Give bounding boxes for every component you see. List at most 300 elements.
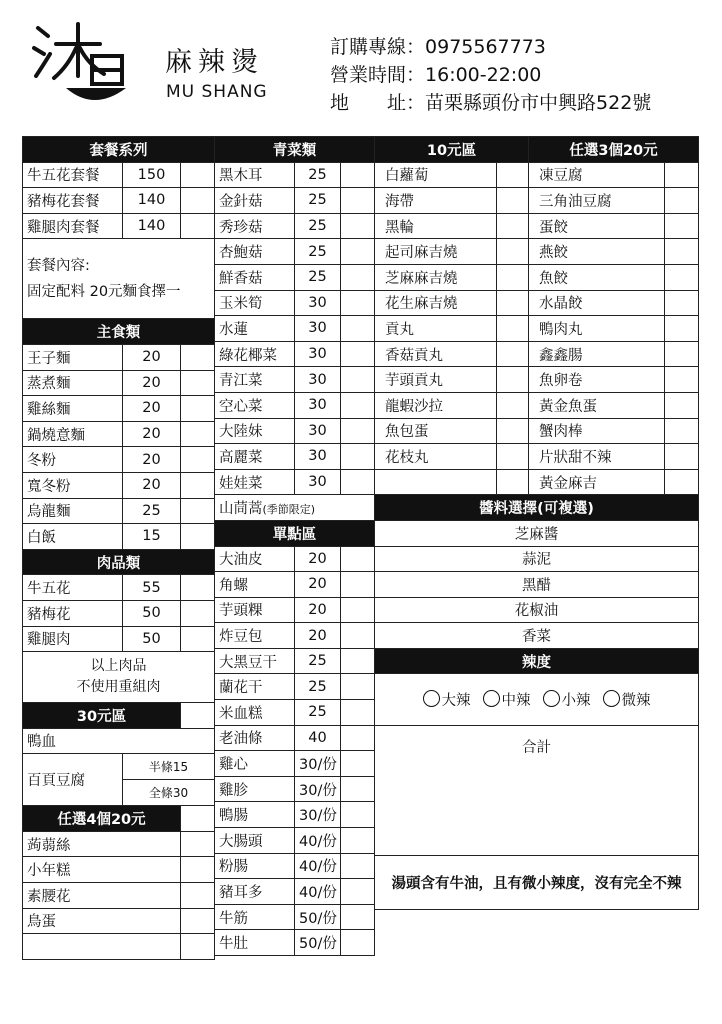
veggie-name: 水蓮 xyxy=(215,316,295,342)
veggie-qty-box xyxy=(341,367,375,393)
phone-line xyxy=(330,32,546,59)
single-qty-box xyxy=(341,546,375,572)
any3-qty-box xyxy=(665,367,699,393)
set-meal-note-line1: 套餐內容: xyxy=(27,257,90,274)
meat-qty-box xyxy=(181,626,215,652)
sauce-option: 花椒油 xyxy=(375,597,699,623)
single-name: 米血糕 xyxy=(215,700,295,726)
single-row[interactable] xyxy=(215,623,375,649)
ten-zone-name: 花生麻吉燒 xyxy=(375,290,497,316)
single-price: 40/份 xyxy=(295,853,341,879)
any3-qty-box xyxy=(665,316,699,342)
single-row[interactable] xyxy=(215,700,375,726)
veggie-price: 30 xyxy=(295,367,341,393)
right-row[interactable] xyxy=(375,213,699,239)
veggie-row[interactable] xyxy=(215,367,375,393)
staple-row[interactable] xyxy=(23,447,215,473)
staple-row[interactable] xyxy=(23,421,215,447)
any4-row[interactable] xyxy=(23,883,215,909)
staple-row[interactable] xyxy=(23,498,215,524)
staple-price: 20 xyxy=(123,344,181,370)
set-meal-row[interactable] xyxy=(23,213,215,239)
veggie-qty-box xyxy=(341,418,375,444)
radio-circle-icon[interactable] xyxy=(543,690,560,707)
address-label: 地 址： xyxy=(330,92,426,114)
veggie-qty-box xyxy=(341,188,375,214)
right-row[interactable] xyxy=(375,418,699,444)
column-1 xyxy=(22,136,214,960)
right-row[interactable] xyxy=(375,392,699,418)
zone30-item-2: 百頁豆腐 xyxy=(23,754,123,806)
staple-qty-box xyxy=(181,447,215,473)
single-name: 炸豆包 xyxy=(215,623,295,649)
ten-zone-qty-box xyxy=(497,290,529,316)
single-name: 豬耳多 xyxy=(215,879,295,905)
veggie-qty-box xyxy=(341,316,375,342)
any4-row[interactable] xyxy=(23,934,215,960)
single-qty-box xyxy=(341,572,375,598)
veggie-price: 30 xyxy=(295,444,341,470)
single-price: 40/份 xyxy=(295,828,341,854)
any3-name: 黃金魚蛋 xyxy=(529,392,665,418)
any4-qty-box xyxy=(181,883,215,909)
veggie-price: 30 xyxy=(295,469,341,495)
any4-name: 鳥蛋 xyxy=(23,908,181,934)
any3-qty-box xyxy=(665,162,699,188)
spice-option[interactable] xyxy=(423,693,471,709)
single-qty-box xyxy=(341,700,375,726)
veggie-price: 30 xyxy=(295,341,341,367)
veggie-price: 30 xyxy=(295,290,341,316)
veggie-name: 玉米筍 xyxy=(215,290,295,316)
zone30-whole-price: 全條30 xyxy=(123,780,215,806)
veggie-seasonal-name: 山茼蒿 xyxy=(219,501,263,518)
meat-note xyxy=(23,652,215,703)
staple-row[interactable] xyxy=(23,370,215,396)
single-qty-box xyxy=(341,751,375,777)
set-meal-name: 豬梅花套餐 xyxy=(23,188,123,214)
any3-qty-box xyxy=(665,239,699,265)
set-meals-table xyxy=(22,136,215,960)
set-meal-qty-box xyxy=(181,162,215,188)
single-qty-box xyxy=(341,930,375,956)
phone-number: 0975567773 xyxy=(425,36,546,58)
right-row[interactable] xyxy=(375,264,699,290)
any3-name: 凍豆腐 xyxy=(529,162,665,188)
veggie-row[interactable] xyxy=(215,316,375,342)
staple-price: 20 xyxy=(123,421,181,447)
ten-zone-name: 黑輪 xyxy=(375,213,497,239)
veggie-price: 30 xyxy=(295,392,341,418)
any4-header: 任選4個20元 xyxy=(23,806,181,832)
veggie-qty-box xyxy=(341,162,375,188)
any4-row[interactable] xyxy=(23,908,215,934)
veggie-row[interactable] xyxy=(215,162,375,188)
meat-name: 雞腿肉 xyxy=(23,626,123,652)
staple-row[interactable] xyxy=(23,344,215,370)
menu-sheet xyxy=(22,136,698,986)
veggie-name: 金針菇 xyxy=(215,188,295,214)
single-name: 雞胗 xyxy=(215,776,295,802)
staple-qty-box xyxy=(181,421,215,447)
single-price: 30/份 xyxy=(295,776,341,802)
ten-zone-qty-box xyxy=(497,341,529,367)
staple-row[interactable] xyxy=(23,472,215,498)
column-3 xyxy=(374,136,698,910)
hours-line xyxy=(330,60,541,87)
staple-price: 20 xyxy=(123,370,181,396)
any4-name: 蒟蒻絲 xyxy=(23,831,181,857)
single-row[interactable] xyxy=(215,674,375,700)
veggie-row[interactable] xyxy=(215,239,375,265)
right-row[interactable] xyxy=(375,239,699,265)
veggies-header: 青菜類 xyxy=(215,137,375,163)
veggie-price: 25 xyxy=(295,264,341,290)
veggie-seasonal-note: (季節限定) xyxy=(262,503,316,517)
single-price: 40 xyxy=(295,725,341,751)
staple-name: 冬粉 xyxy=(23,447,123,473)
ten-zone-qty-box xyxy=(497,213,529,239)
right-row[interactable] xyxy=(375,444,699,470)
veggie-qty-box xyxy=(341,290,375,316)
right-row[interactable] xyxy=(375,367,699,393)
veggie-price: 30 xyxy=(295,418,341,444)
sauce-option: 黑醋 xyxy=(375,572,699,598)
spice-option-label: 中辣 xyxy=(501,693,531,710)
set-meal-price: 140 xyxy=(123,213,181,239)
meat-qty-box xyxy=(181,600,215,626)
set-meal-qty-box xyxy=(181,213,215,239)
single-price: 20 xyxy=(295,623,341,649)
veggie-row[interactable] xyxy=(215,290,375,316)
staple-name: 烏龍麵 xyxy=(23,498,123,524)
meat-price: 55 xyxy=(123,575,181,601)
ten-zone-name: 芋頭貢丸 xyxy=(375,367,497,393)
meat-name: 豬梅花 xyxy=(23,600,123,626)
any3-name: 燕餃 xyxy=(529,239,665,265)
set-meal-name: 雞腿肉套餐 xyxy=(23,213,123,239)
veggie-price: 25 xyxy=(295,162,341,188)
any3-qty-box xyxy=(665,469,699,495)
spice-option[interactable] xyxy=(603,693,651,709)
any3-qty-box xyxy=(665,188,699,214)
staple-name: 白飯 xyxy=(23,524,123,550)
single-name: 芋頭粿 xyxy=(215,597,295,623)
any3-qty-box xyxy=(665,341,699,367)
any3-name: 黃金麻吉 xyxy=(529,469,665,495)
staple-qty-box xyxy=(181,472,215,498)
single-price: 25 xyxy=(295,700,341,726)
right-row[interactable] xyxy=(375,469,699,495)
ten-zone-qty-box xyxy=(497,367,529,393)
single-name: 角螺 xyxy=(215,572,295,598)
single-row[interactable] xyxy=(215,802,375,828)
any4-qty-box xyxy=(181,831,215,857)
single-price: 20 xyxy=(295,572,341,598)
spice-header: 辣度 xyxy=(375,648,699,674)
single-row[interactable] xyxy=(215,904,375,930)
single-name: 雞心 xyxy=(215,751,295,777)
footer-note: 湯頭含有牛油，且有微小辣度，沒有完全不辣 xyxy=(375,856,699,910)
single-name: 粉腸 xyxy=(215,853,295,879)
set-meal-name: 牛五花套餐 xyxy=(23,162,123,188)
veggie-row[interactable] xyxy=(215,264,375,290)
total-label: 合計 xyxy=(522,740,551,757)
sauce-row[interactable] xyxy=(375,623,699,649)
veggie-row[interactable] xyxy=(215,188,375,214)
veggie-qty-box xyxy=(341,264,375,290)
single-row[interactable] xyxy=(215,648,375,674)
set-meal-price: 150 xyxy=(123,162,181,188)
meat-note-line1: 以上肉品 xyxy=(90,658,147,675)
any4-name: 小年糕 xyxy=(23,857,181,883)
sauce-option: 芝麻醬 xyxy=(375,520,699,546)
single-price: 25 xyxy=(295,648,341,674)
single-qty-box xyxy=(341,879,375,905)
staple-price: 25 xyxy=(123,498,181,524)
any3-name: 鑫鑫腸 xyxy=(529,341,665,367)
veggie-row[interactable] xyxy=(215,392,375,418)
single-price: 50/份 xyxy=(295,904,341,930)
ten-zone-name: 花枝丸 xyxy=(375,444,497,470)
veggie-price: 25 xyxy=(295,213,341,239)
staple-qty-box xyxy=(181,524,215,550)
veggie-name: 高麗菜 xyxy=(215,444,295,470)
right-row[interactable] xyxy=(375,341,699,367)
right-row[interactable] xyxy=(375,162,699,188)
any3-name: 蛋餃 xyxy=(529,213,665,239)
ten-zone-name: 起司麻吉燒 xyxy=(375,239,497,265)
any4-row[interactable] xyxy=(23,857,215,883)
veggie-qty-box xyxy=(341,392,375,418)
brand-name-cn: 麻辣燙 xyxy=(165,47,264,78)
veggie-qty-box xyxy=(341,239,375,265)
ten-zone-qty-box xyxy=(497,264,529,290)
meats-header: 肉品類 xyxy=(23,549,215,575)
veggie-row[interactable] xyxy=(215,213,375,239)
radio-circle-icon[interactable] xyxy=(603,690,620,707)
staple-price: 20 xyxy=(123,447,181,473)
single-row[interactable] xyxy=(215,572,375,598)
staple-price: 20 xyxy=(123,472,181,498)
spice-option[interactable] xyxy=(543,693,591,709)
any3-name: 鴨肉丸 xyxy=(529,316,665,342)
any4-name xyxy=(23,934,181,960)
single-row[interactable] xyxy=(215,828,375,854)
staple-qty-box xyxy=(181,498,215,524)
spice-options xyxy=(375,674,699,726)
single-name: 牛肚 xyxy=(215,930,295,956)
spice-option-label: 微辣 xyxy=(621,693,651,710)
staple-price: 20 xyxy=(123,396,181,422)
set-meal-row[interactable] xyxy=(23,162,215,188)
spice-option-label: 大辣 xyxy=(441,693,471,710)
column-2 xyxy=(214,136,374,956)
ten-zone-qty-box xyxy=(497,316,529,342)
veggie-seasonal-row xyxy=(215,495,375,521)
single-qty-box xyxy=(341,597,375,623)
any4-qty-box xyxy=(181,857,215,883)
single-name: 大油皮 xyxy=(215,546,295,572)
veggies-table xyxy=(214,136,375,956)
veggie-name: 青江菜 xyxy=(215,367,295,393)
any4-row[interactable] xyxy=(23,831,215,857)
ten-zone-qty-box xyxy=(497,444,529,470)
any3-name: 片狀甜不辣 xyxy=(529,444,665,470)
ten-zone-name xyxy=(375,469,497,495)
sauce-row[interactable] xyxy=(375,597,699,623)
single-name: 老油條 xyxy=(215,725,295,751)
single-row[interactable] xyxy=(215,776,375,802)
single-name: 大腸頭 xyxy=(215,828,295,854)
single-row[interactable] xyxy=(215,879,375,905)
veggie-qty-box xyxy=(341,341,375,367)
staple-name: 蒸煮麵 xyxy=(23,370,123,396)
single-qty-box xyxy=(341,648,375,674)
single-qty-box xyxy=(341,904,375,930)
single-qty-box xyxy=(341,725,375,751)
single-row[interactable] xyxy=(215,853,375,879)
meat-price: 50 xyxy=(123,600,181,626)
veggie-qty-box xyxy=(341,469,375,495)
right-table xyxy=(374,136,699,910)
meat-name: 牛五花 xyxy=(23,575,123,601)
phone-label: 訂購專線： xyxy=(330,36,426,58)
single-row[interactable] xyxy=(215,930,375,956)
address-line xyxy=(330,88,651,115)
veggie-name: 杏鮑菇 xyxy=(215,239,295,265)
hours-value: 16:00-22:00 xyxy=(425,64,542,86)
meat-price: 50 xyxy=(123,626,181,652)
veggie-price: 25 xyxy=(295,239,341,265)
single-price: 20 xyxy=(295,597,341,623)
ten-zone-qty-box xyxy=(497,162,529,188)
veggie-price: 25 xyxy=(295,188,341,214)
total-box[interactable] xyxy=(375,726,699,856)
veggie-row[interactable] xyxy=(215,444,375,470)
veggie-name: 大陸妹 xyxy=(215,418,295,444)
meat-row[interactable] xyxy=(23,575,215,601)
meat-row[interactable] xyxy=(23,600,215,626)
any3-name: 三角油豆腐 xyxy=(529,188,665,214)
spice-option-label: 小辣 xyxy=(561,693,591,710)
radio-circle-icon[interactable] xyxy=(483,690,500,707)
veggie-name: 秀珍菇 xyxy=(215,213,295,239)
any3-name: 魚餃 xyxy=(529,264,665,290)
single-price: 30/份 xyxy=(295,751,341,777)
set-meal-price: 140 xyxy=(123,188,181,214)
single-price: 40/份 xyxy=(295,879,341,905)
meat-qty-box xyxy=(181,575,215,601)
staple-name: 鍋燒意麵 xyxy=(23,421,123,447)
staple-qty-box xyxy=(181,396,215,422)
set-meal-qty-box xyxy=(181,188,215,214)
singles-header: 單點區 xyxy=(215,520,375,546)
any3-qty-box xyxy=(665,418,699,444)
single-price: 20 xyxy=(295,546,341,572)
any3-name: 魚卵卷 xyxy=(529,367,665,393)
any4-name: 素腰花 xyxy=(23,883,181,909)
meat-row[interactable] xyxy=(23,626,215,652)
meat-note-line2: 不使用重組肉 xyxy=(76,679,161,696)
radio-circle-icon[interactable] xyxy=(423,690,440,707)
single-qty-box xyxy=(341,802,375,828)
veggie-row[interactable] xyxy=(215,418,375,444)
sauce-option: 蒜泥 xyxy=(375,546,699,572)
any4-qty-box xyxy=(181,934,215,960)
set-meals-header: 套餐系列 xyxy=(23,137,215,163)
single-qty-box xyxy=(341,828,375,854)
single-name: 牛筋 xyxy=(215,904,295,930)
veggie-name: 黑木耳 xyxy=(215,162,295,188)
single-name: 蘭花干 xyxy=(215,674,295,700)
any4-qty-box xyxy=(181,908,215,934)
set-meal-note xyxy=(23,239,215,319)
staple-qty-box xyxy=(181,370,215,396)
sauce-row[interactable] xyxy=(375,546,699,572)
sauce-row[interactable] xyxy=(375,520,699,546)
hours-label: 營業時間： xyxy=(330,64,426,86)
zone30-header: 30元區 xyxy=(23,703,181,729)
ten-zone-qty-box xyxy=(497,188,529,214)
any3-qty-box xyxy=(665,264,699,290)
veggie-name: 娃娃菜 xyxy=(215,469,295,495)
ten-zone-header: 10元區 xyxy=(375,137,529,163)
veggie-qty-box xyxy=(341,213,375,239)
single-price: 50/份 xyxy=(295,930,341,956)
veggie-row[interactable] xyxy=(215,341,375,367)
single-price: 30/份 xyxy=(295,802,341,828)
single-row[interactable] xyxy=(215,546,375,572)
veggie-row[interactable] xyxy=(215,469,375,495)
right-row[interactable] xyxy=(375,290,699,316)
any3-qty-box xyxy=(665,213,699,239)
any3-name: 蟹肉棒 xyxy=(529,418,665,444)
ten-zone-name: 海帶 xyxy=(375,188,497,214)
staple-name: 寬冬粉 xyxy=(23,472,123,498)
ten-zone-name: 魚包蛋 xyxy=(375,418,497,444)
single-row[interactable] xyxy=(215,751,375,777)
staple-row[interactable] xyxy=(23,524,215,550)
sauce-row[interactable] xyxy=(375,572,699,598)
single-qty-box xyxy=(341,853,375,879)
any3-qty-box xyxy=(665,444,699,470)
ten-zone-qty-box xyxy=(497,239,529,265)
zone30-item-1: 鴨血 xyxy=(23,728,215,754)
ten-zone-name: 貢丸 xyxy=(375,316,497,342)
spice-option[interactable] xyxy=(483,693,531,709)
sauces-header: 醬料選擇(可複選) xyxy=(375,495,699,521)
set-meal-note-line2: 固定配料 20元麵食擇一 xyxy=(27,283,181,300)
staples-header: 主食類 xyxy=(23,319,215,345)
single-name: 大黑豆干 xyxy=(215,648,295,674)
any3-qty-box xyxy=(665,290,699,316)
ten-zone-qty-box xyxy=(497,392,529,418)
staple-name: 雞絲麵 xyxy=(23,396,123,422)
sauce-option: 香菜 xyxy=(375,623,699,649)
any3-name: 水晶餃 xyxy=(529,290,665,316)
set-meal-row[interactable] xyxy=(23,188,215,214)
staple-price: 15 xyxy=(123,524,181,550)
veggie-name: 鮮香菇 xyxy=(215,264,295,290)
single-row[interactable] xyxy=(215,725,375,751)
staple-row[interactable] xyxy=(23,396,215,422)
right-row[interactable] xyxy=(375,188,699,214)
right-row[interactable] xyxy=(375,316,699,342)
ten-zone-name: 白蘿蔔 xyxy=(375,162,497,188)
single-row[interactable] xyxy=(215,597,375,623)
ten-zone-name: 香菇貢丸 xyxy=(375,341,497,367)
